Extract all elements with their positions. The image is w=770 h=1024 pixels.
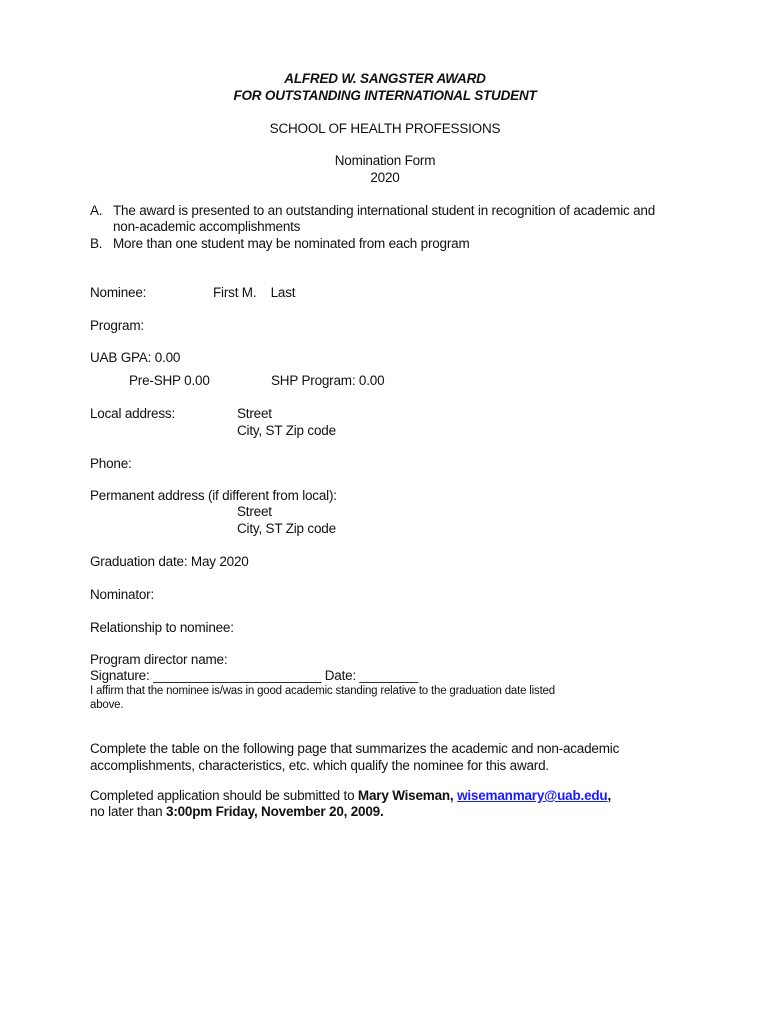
nominee-value[interactable]: First M. Last (213, 285, 296, 300)
affirm-line2: above. (90, 699, 124, 711)
criteria-b-line1: More than one student may be nominated from each program (113, 236, 470, 251)
permanent-street[interactable]: Street (237, 504, 272, 519)
deadline-prefix: no later than (90, 804, 167, 819)
award-title-line2: FOR OUTSTANDING INTERNATIONAL STUDENT (233, 88, 537, 103)
relationship-label: Relationship to nominee: (90, 620, 234, 635)
award-title-line1: ALFRED W. SANGSTER AWARD (284, 71, 486, 86)
uab-gpa[interactable]: UAB GPA: 0.00 (90, 350, 181, 365)
local-address-label: Local address: (90, 406, 176, 421)
submit-email-link[interactable]: wisemanmary@uab.edu (457, 788, 608, 803)
permanent-address-label: Permanent address (if different from local): (90, 488, 337, 503)
shp-program-gpa[interactable]: SHP Program: 0.00 (271, 373, 385, 388)
deadline-line (90, 804, 384, 819)
program-director-label: Program director name: (90, 652, 228, 667)
school-name: SCHOOL OF HEALTH PROFESSIONS (269, 121, 501, 136)
program-label: Program: (90, 318, 144, 333)
signature-line[interactable]: Signature: _______________________ Date: ________ (90, 668, 419, 683)
criteria-a-marker: A. (90, 203, 103, 218)
criteria-a-line2: non-academic accomplishments (113, 219, 301, 234)
submit-contact-name: Mary Wiseman, (357, 788, 454, 803)
local-city[interactable]: City, ST Zip code (237, 423, 336, 438)
submit-comma: , (607, 788, 612, 803)
graduation-date[interactable]: Graduation date: May 2020 (90, 554, 249, 569)
form-year: 2020 (370, 170, 400, 185)
table-instruction-line2: accomplishments, characteristics, etc. which qualify the nominee for this award. (90, 758, 549, 773)
submit-prefix: Completed application should be submitted to (90, 788, 358, 803)
submission-line (90, 788, 611, 803)
phone-label: Phone: (90, 456, 132, 471)
permanent-city[interactable]: City, ST Zip code (237, 521, 336, 536)
form-name: Nomination Form (334, 153, 436, 168)
nominee-label: Nominee: (90, 285, 147, 300)
local-street[interactable]: Street (237, 406, 272, 421)
criteria-b-marker: B. (90, 236, 103, 251)
nominator-label: Nominator: (90, 587, 155, 602)
criteria-a-line1: The award is presented to an outstanding international student in recognition of academic and (113, 203, 656, 218)
pre-shp-gpa[interactable]: Pre-SHP 0.00 (129, 373, 210, 388)
affirm-line1: I affirm that the nominee is/was in good academic standing relative to the graduation date listed (90, 685, 555, 697)
table-instruction-line1: Complete the table on the following page that summarizes the academic and non-academic (90, 741, 620, 756)
deadline-value: 3:00pm Friday, November 20, 2009. (166, 804, 384, 819)
